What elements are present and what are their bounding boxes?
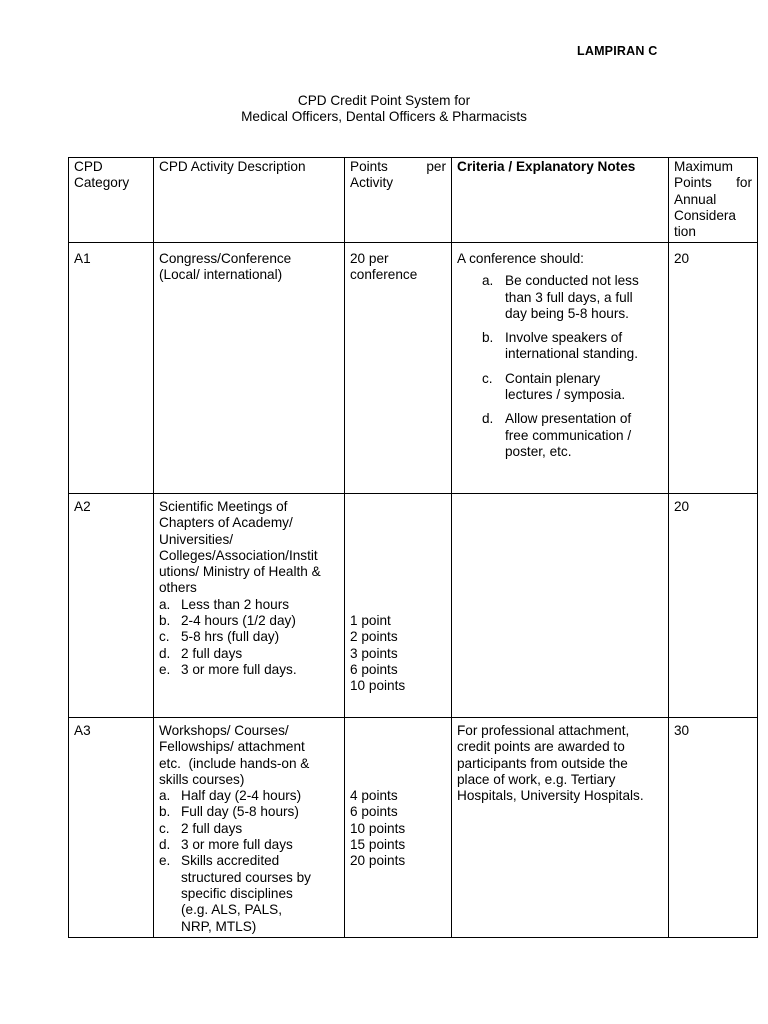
description-line: skills courses) <box>159 771 245 787</box>
max-points-value: 20 <box>674 499 690 514</box>
cell-criteria <box>452 718 669 938</box>
item-line: specific disciplines <box>181 885 293 901</box>
points-line: 3 points <box>350 645 398 661</box>
header-text: Maximum <box>674 159 733 174</box>
list-marker: d. <box>159 645 171 661</box>
header-criteria <box>452 158 669 243</box>
list-marker: b. <box>159 804 171 820</box>
max-points-value: 20 <box>674 251 690 266</box>
cell-description <box>154 718 345 938</box>
list-item <box>159 613 339 629</box>
list-item-text: Half day (2-4 hours) <box>181 788 302 804</box>
header-word: for <box>736 175 752 191</box>
list-marker: c. <box>159 629 170 645</box>
document-title <box>0 93 768 125</box>
cell-category <box>69 494 154 718</box>
item-line: Skills accredited <box>181 853 280 869</box>
list-item-text <box>505 273 639 322</box>
points-line: conference <box>350 267 418 283</box>
description-line: Colleges/Association/Instit <box>159 547 318 563</box>
header-text: CPD <box>74 159 103 174</box>
criteria-line: credit points are awarded to <box>457 739 625 755</box>
list-item <box>159 821 339 837</box>
list-item <box>482 330 663 363</box>
description-line: Congress/Conference <box>159 251 292 266</box>
list-item-text <box>505 371 625 404</box>
header-text: CPD Activity Description <box>159 159 306 174</box>
list-marker: a. <box>482 273 494 289</box>
points-line: 2 points <box>350 629 398 645</box>
points-line: 15 points <box>350 836 406 852</box>
item-line: structured courses by <box>181 869 311 885</box>
list-item-text <box>505 411 631 460</box>
header-word: Explanatory Notes <box>515 159 636 174</box>
list-item-text: 2 full days <box>181 645 243 661</box>
header-word: Points <box>674 175 712 191</box>
criteria-intro: A conference should: <box>457 251 584 266</box>
header-maximum-points <box>669 158 758 243</box>
cell-description <box>154 494 345 718</box>
max-points-value: 30 <box>674 723 690 738</box>
criteria-line: Involve speakers of <box>505 330 623 346</box>
list-marker: a. <box>159 596 171 612</box>
description-line: etc. (include hands-on & <box>159 755 310 771</box>
list-item-text: Full day (5-8 hours) <box>181 804 299 820</box>
criteria-line: participants from outside the <box>457 755 628 771</box>
header-points-per-activity <box>345 158 452 243</box>
list-marker: c. <box>159 820 170 836</box>
criteria-line: place of work, e.g. Tertiary <box>457 771 616 787</box>
header-separator: / <box>504 159 516 174</box>
description-line: Chapters of Academy/ <box>159 515 293 531</box>
cell-max-points <box>669 718 758 938</box>
activity-list <box>159 597 339 678</box>
header-word: per <box>426 159 446 174</box>
criteria-line: poster, etc. <box>505 443 572 459</box>
points-line: 1 point <box>350 613 391 628</box>
header-text: Activity <box>350 175 394 191</box>
list-item <box>482 411 663 460</box>
category-code: A2 <box>74 499 91 514</box>
header-text: tion <box>674 224 696 240</box>
list-marker: e. <box>159 661 171 677</box>
header-text: Annual <box>674 191 717 207</box>
list-marker: a. <box>159 788 171 804</box>
list-item <box>482 273 663 322</box>
header-text: Considera <box>674 207 736 223</box>
header-activity-description <box>154 158 345 243</box>
criteria-line: day being 5-8 hours. <box>505 305 629 321</box>
points-line: 6 points <box>350 661 398 677</box>
description-line: Fellowships/ attachment <box>159 739 305 755</box>
points-line: 20 per <box>350 251 389 266</box>
activity-list <box>159 788 339 935</box>
points-spacer <box>350 499 446 613</box>
cell-category <box>69 718 154 938</box>
category-code: A3 <box>74 723 91 738</box>
cell-criteria <box>452 243 669 494</box>
cell-description <box>154 243 345 494</box>
list-item <box>159 837 339 853</box>
criteria-line: international standing. <box>505 346 639 362</box>
description-line: utions/ Ministry of Health & <box>159 564 321 580</box>
table-header-row <box>69 158 758 243</box>
cell-points <box>345 494 452 718</box>
cell-category <box>69 243 154 494</box>
points-line: 10 points <box>350 678 406 694</box>
table-row <box>69 718 758 938</box>
points-line: 4 points <box>350 788 398 803</box>
list-item-text: Less than 2 hours <box>181 596 290 612</box>
points-line: 10 points <box>350 820 406 836</box>
annex-label: LAMPIRAN C <box>577 44 658 58</box>
cpd-credit-table <box>68 157 758 938</box>
cell-criteria <box>452 494 669 718</box>
header-cpd-category <box>69 158 154 243</box>
list-item <box>159 853 339 934</box>
cell-max-points <box>669 494 758 718</box>
criteria-line: Be conducted not less <box>505 273 639 289</box>
cell-points <box>345 718 452 938</box>
table-row <box>69 494 758 718</box>
list-item-text: 2-4 hours (1/2 day) <box>181 613 296 629</box>
criteria-line: For professional attachment, <box>457 723 630 738</box>
header-text <box>350 159 446 175</box>
list-item <box>159 646 339 662</box>
header-text <box>457 159 663 175</box>
category-code: A1 <box>74 251 91 266</box>
criteria-line: Hospitals, University Hospitals. <box>457 788 644 804</box>
points-spacer <box>350 723 446 788</box>
title-line-2: Medical Officers, Dental Officers & Pharmacists <box>241 109 527 124</box>
criteria-line: free communication / <box>505 427 632 443</box>
header-text: Category <box>74 175 130 191</box>
list-item-text: 2 full days <box>181 820 243 836</box>
points-line: 6 points <box>350 804 398 820</box>
table-row <box>69 243 758 494</box>
list-item <box>159 597 339 613</box>
cell-max-points <box>669 243 758 494</box>
list-marker: b. <box>159 613 171 629</box>
list-item-text: 3 or more full days <box>181 837 293 853</box>
criteria-list <box>482 273 663 460</box>
list-item <box>159 804 339 820</box>
criteria-line: than 3 full days, a full <box>505 289 633 305</box>
criteria-line: Contain plenary <box>505 370 601 386</box>
description-line: others <box>159 580 197 596</box>
points-line: 20 points <box>350 853 406 869</box>
list-marker: d. <box>159 837 171 853</box>
list-item <box>159 662 339 678</box>
item-line: (e.g. ALS, PALS, <box>181 902 283 918</box>
list-marker: b. <box>482 330 494 346</box>
description-line: Scientific Meetings of <box>159 499 288 514</box>
criteria-line: lectures / symposia. <box>505 387 626 403</box>
header-word: Criteria <box>457 159 505 174</box>
description-line: Universities/ <box>159 531 234 547</box>
description-line: (Local/ international) <box>159 267 283 283</box>
criteria-line: Allow presentation of <box>505 411 632 427</box>
header-word: Points <box>350 159 388 174</box>
list-item-text <box>181 853 311 934</box>
title-line-1: CPD Credit Point System for <box>297 93 471 108</box>
list-item <box>482 371 663 404</box>
list-item <box>159 788 339 804</box>
list-marker: d. <box>482 411 494 427</box>
list-item-text: 3 or more full days. <box>181 661 297 677</box>
cell-points <box>345 243 452 494</box>
description-line: Workshops/ Courses/ <box>159 723 289 738</box>
list-item-text <box>505 330 638 363</box>
list-item-text: 5-8 hrs (full day) <box>181 629 280 645</box>
list-item <box>159 629 339 645</box>
list-marker: e. <box>159 853 171 869</box>
item-line: NRP, MTLS) <box>181 918 257 934</box>
header-text <box>674 175 752 191</box>
list-marker: c. <box>482 370 493 386</box>
